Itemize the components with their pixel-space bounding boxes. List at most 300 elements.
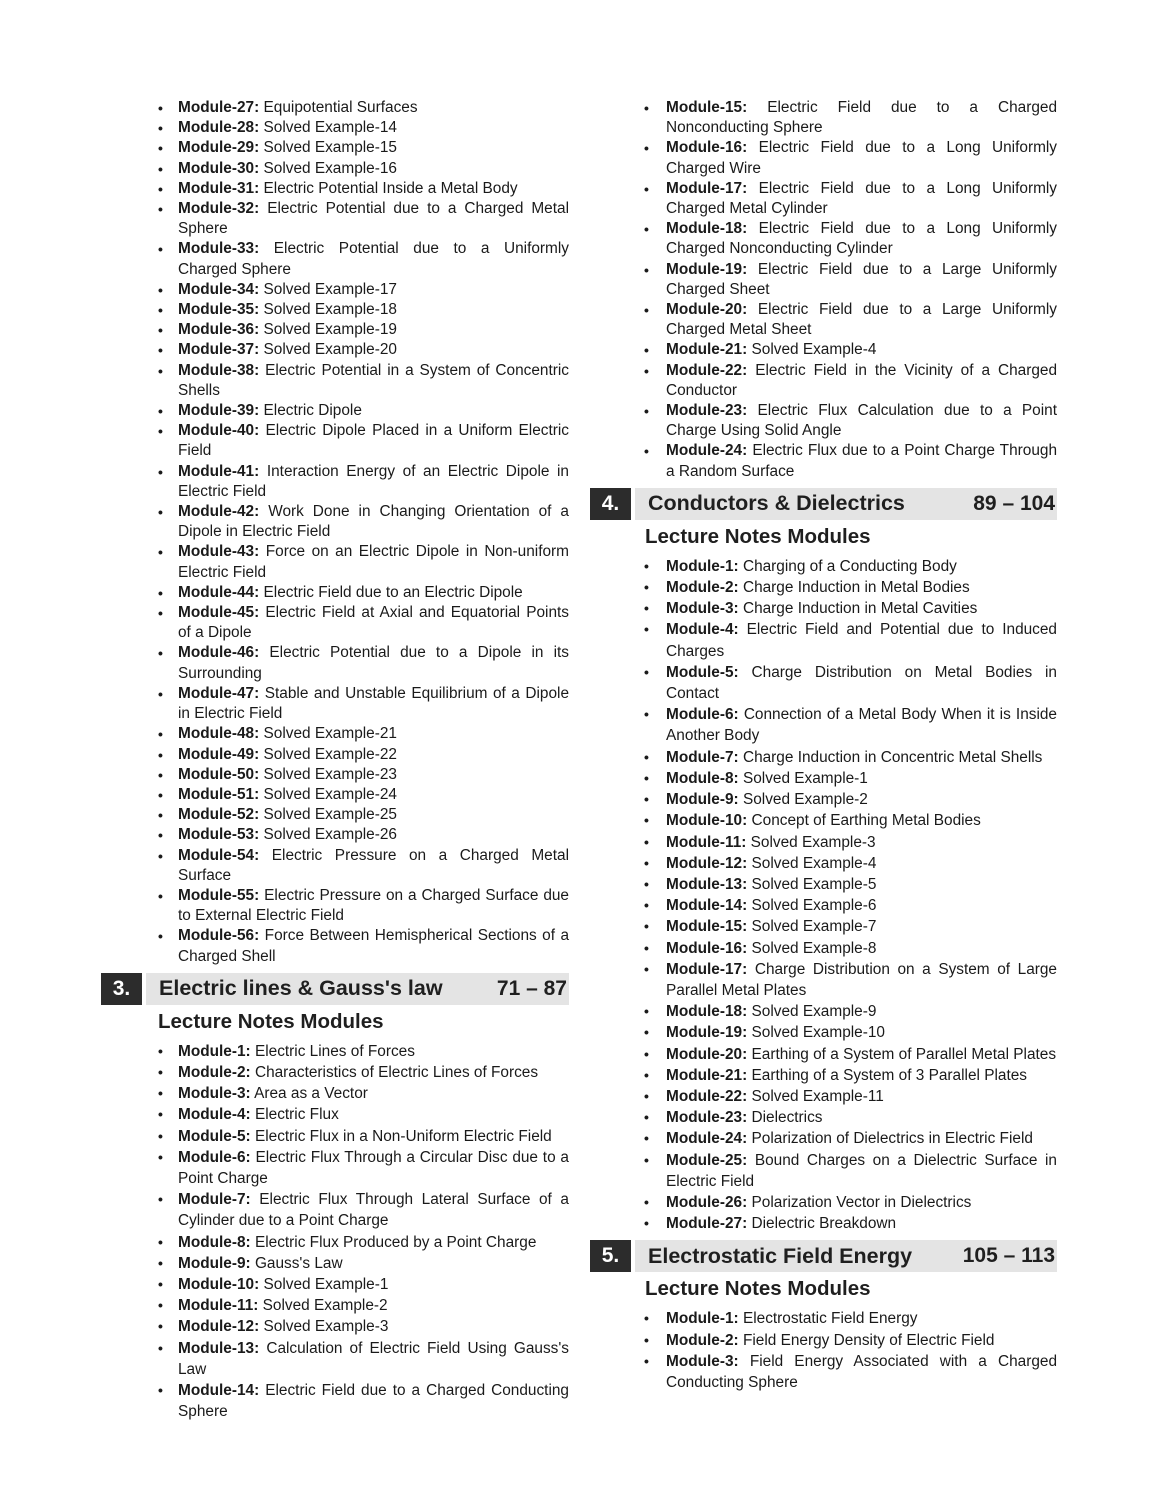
module-list-item <box>101 361 569 401</box>
module-label: Module-23: <box>666 1109 748 1127</box>
module-title: Electric Flux Calculation due to a Point Charge Using Solid Angle <box>666 402 1057 440</box>
bullet-icon: • <box>158 302 163 319</box>
chapter-5-header <box>590 1240 1057 1272</box>
module-title: Solved Example-4 <box>751 854 877 872</box>
module-title: Electric Field due to an Electric Dipole <box>263 583 523 601</box>
module-list-item <box>590 577 1057 598</box>
module-label: Module-26: <box>666 1193 748 1211</box>
bullet-icon: • <box>158 322 163 339</box>
module-title: Field Energy Density of Electric Field <box>742 1331 995 1349</box>
module-list-item <box>101 846 569 886</box>
module-list-item <box>590 556 1057 577</box>
chapter-number: 4. <box>590 488 631 520</box>
module-title: Solved Example-4 <box>751 341 877 359</box>
chapter-number: 5. <box>590 1240 631 1272</box>
module-title: Electric Field due to a Long Uniformly Charged Nonconducting Cylinder <box>666 220 1057 258</box>
module-label: Module-25: <box>666 1151 748 1169</box>
bullet-icon: • <box>644 1193 649 1210</box>
bullet-icon: • <box>158 201 163 218</box>
module-list-item <box>590 662 1057 704</box>
module-label: Module-54: <box>178 846 260 864</box>
module-title: Electric Pressure on a Charged Metal Surface <box>178 846 569 884</box>
module-title: Charge Distribution on a System of Large Parallel Metal Plates <box>666 960 1057 999</box>
bullet-icon: • <box>158 504 163 521</box>
bullet-icon: • <box>644 1130 649 1147</box>
bullet-icon: • <box>158 1381 163 1398</box>
module-label: Module-6: <box>666 706 739 724</box>
bullet-icon: • <box>644 443 649 460</box>
bullet-icon: • <box>158 746 163 763</box>
module-list-item <box>101 542 569 582</box>
module-title: Electric Dipole Placed in a Uniform Electric Field <box>178 422 569 460</box>
bullet-icon: • <box>158 463 163 480</box>
bullet-icon: • <box>158 1339 163 1356</box>
section-subheading: Lecture Notes Modules <box>645 1277 871 1301</box>
module-list-item <box>101 684 569 724</box>
module-title: Electric Flux <box>254 1106 339 1124</box>
module-label: Module-55: <box>178 886 260 904</box>
chapter-title-bar <box>146 973 569 1005</box>
module-list-item <box>590 810 1057 831</box>
bullet-icon: • <box>158 1106 163 1123</box>
module-title: Solved Example-3 <box>263 1318 389 1336</box>
module-label: Module-31: <box>178 179 260 197</box>
bullet-icon: • <box>158 1275 163 1292</box>
module-label: Module-21: <box>666 341 748 359</box>
module-list-item <box>590 1213 1057 1234</box>
module-label: Module-32: <box>178 200 260 218</box>
module-list-item <box>101 1041 569 1062</box>
module-label: Module-51: <box>178 785 260 803</box>
module-title: Force Between Hemispherical Sections of a Charged Shell <box>178 927 569 965</box>
module-title: Charge Induction in Metal Bodies <box>742 579 970 597</box>
module-title: Solved Example-6 <box>751 897 877 915</box>
module-label: Module-16: <box>666 939 748 957</box>
module-label: Module-2: <box>666 579 739 597</box>
module-title: Solved Example-18 <box>263 301 397 319</box>
module-label: Module-10: <box>178 1275 260 1293</box>
module-label: Module-7: <box>178 1191 251 1209</box>
bullet-icon: • <box>644 1087 649 1104</box>
module-title: Charge Induction in Concentric Metal Shells <box>742 748 1043 766</box>
module-list-item <box>101 502 569 542</box>
module-title: Solved Example-16 <box>263 159 397 177</box>
bullet-icon: • <box>158 766 163 783</box>
module-list-item <box>101 745 569 765</box>
module-list <box>101 1041 569 1423</box>
bullet-icon: • <box>158 120 163 137</box>
module-title: Solved Example-1 <box>263 1275 389 1293</box>
bullet-icon: • <box>644 1109 649 1126</box>
module-label: Module-1: <box>666 1310 739 1328</box>
module-label: Module-14: <box>666 897 748 915</box>
module-title: Interaction Energy of an Electric Dipole in Electric Field <box>178 462 569 500</box>
bullet-icon: • <box>158 423 163 440</box>
module-title: Stable and Unstable Equilibrium of a Dipole in Electric Field <box>178 684 570 723</box>
module-list-item <box>101 280 569 300</box>
module-list-item <box>590 938 1057 959</box>
module-label: Module-27: <box>666 1215 748 1233</box>
module-label: Module-12: <box>666 854 748 872</box>
bullet-icon: • <box>644 897 649 914</box>
module-list-item <box>590 598 1057 619</box>
bullet-icon: • <box>158 281 163 298</box>
module-title: Solved Example-19 <box>263 321 397 339</box>
module-label: Module-27: <box>178 99 260 116</box>
bullet-icon: • <box>644 302 649 319</box>
module-title: Solved Example-8 <box>751 939 877 957</box>
module-label: Module-1: <box>666 557 739 575</box>
bullet-icon: • <box>158 160 163 177</box>
module-title: Solved Example-1 <box>742 769 868 787</box>
bullet-icon: • <box>158 807 163 824</box>
bullet-icon: • <box>644 557 649 574</box>
module-list-item <box>101 765 569 785</box>
module-label: Module-39: <box>178 402 260 420</box>
module-list-item <box>590 401 1057 441</box>
bullet-icon: • <box>158 1318 163 1335</box>
module-label: Module-22: <box>666 361 748 379</box>
bullet-icon: • <box>644 579 649 596</box>
module-list-item <box>101 1104 569 1125</box>
module-list-item <box>101 1126 569 1147</box>
module-label: Module-5: <box>178 1127 251 1145</box>
module-list-item <box>101 1232 569 1253</box>
module-title: Electric Field at Axial and Equatorial Points of a Dipole <box>178 604 569 642</box>
bullet-icon: • <box>644 706 649 723</box>
bullet-icon: • <box>644 1310 649 1327</box>
bullet-icon: • <box>158 847 163 864</box>
module-list-item <box>101 1338 569 1380</box>
chapter-pages: 105 – 113 <box>962 1244 1055 1268</box>
module-title: Force on an Electric Dipole in Non-uniform Electric Field <box>178 543 569 581</box>
chapter-title: Conductors & Dielectrics <box>648 491 905 516</box>
module-label: Module-40: <box>178 422 260 440</box>
module-title: Polarization Vector in Dielectrics <box>751 1193 972 1211</box>
module-list-item <box>590 747 1057 768</box>
module-label: Module-8: <box>666 769 739 787</box>
bullet-icon: • <box>158 1063 163 1080</box>
bullet-icon: • <box>644 100 649 116</box>
left-column <box>101 98 569 1422</box>
chapter-pages: 89 – 104 <box>973 491 1055 515</box>
module-list <box>590 98 1057 482</box>
module-label: Module-37: <box>178 341 260 359</box>
module-list <box>590 556 1057 1235</box>
bullet-icon: • <box>644 960 649 977</box>
chapter-title: Electrostatic Field Energy <box>648 1243 913 1268</box>
module-list-item <box>590 768 1057 789</box>
bullet-icon: • <box>644 833 649 850</box>
module-title: Work Done in Changing Orientation of a Dipole in Electric Field <box>178 503 569 541</box>
module-list-item <box>101 583 569 603</box>
module-title: Electric Flux in a Non-Uniform Electric Field <box>254 1127 552 1145</box>
module-list-item <box>590 98 1057 138</box>
module-label: Module-29: <box>178 139 260 157</box>
module-title: Electric Potential Inside a Metal Body <box>263 179 518 197</box>
module-title: Solved Example-3 <box>750 833 876 851</box>
module-label: Module-9: <box>666 791 739 809</box>
bullet-icon: • <box>644 1045 649 1062</box>
module-title: Earthing of a System of 3 Parallel Plates <box>751 1066 1027 1084</box>
module-label: Module-23: <box>666 402 748 420</box>
bullet-icon: • <box>158 645 163 662</box>
module-label: Module-24: <box>666 442 748 460</box>
module-title: Solved Example-7 <box>751 918 877 936</box>
module-list-item <box>590 441 1057 481</box>
module-list-item <box>101 320 569 340</box>
module-list-item <box>590 832 1057 853</box>
module-label: Module-19: <box>666 1024 748 1042</box>
module-title: Electric Field due to a Large Uniformly Charged Metal Sheet <box>666 301 1057 339</box>
module-title: Dielectrics <box>751 1109 823 1127</box>
module-list-item <box>590 1308 1057 1329</box>
module-list-item <box>101 159 569 179</box>
module-title: Electric Flux due to a Point Charge Through a Random Surface <box>666 442 1058 480</box>
module-label: Module-47: <box>178 684 260 702</box>
module-label: Module-19: <box>666 260 748 278</box>
module-label: Module-10: <box>666 812 748 830</box>
module-list-item <box>590 1107 1057 1128</box>
module-list-item <box>101 1083 569 1104</box>
bullet-icon: • <box>644 1003 649 1020</box>
module-title: Electric Field due to a Charged Nonconducting Sphere <box>666 99 1058 137</box>
bullet-icon: • <box>158 584 163 601</box>
bullet-icon: • <box>644 221 649 238</box>
module-label: Module-53: <box>178 826 260 844</box>
bullet-icon: • <box>644 769 649 786</box>
module-title: Electric Flux Produced by a Point Charge <box>254 1233 537 1251</box>
module-title: Electrostatic Field Energy <box>742 1310 918 1328</box>
bullet-icon: • <box>158 362 163 379</box>
module-label: Module-56: <box>178 927 260 945</box>
module-title: Equipotential Surfaces <box>263 99 418 116</box>
module-label: Module-1: <box>178 1042 251 1060</box>
module-label: Module-43: <box>178 543 260 561</box>
bullet-icon: • <box>158 1233 163 1250</box>
bullet-icon: • <box>644 812 649 829</box>
module-label: Module-15: <box>666 99 748 116</box>
chapter-title-bar <box>635 488 1057 520</box>
bullet-icon: • <box>158 685 163 702</box>
bullet-icon: • <box>158 928 163 945</box>
bullet-icon: • <box>644 1151 649 1168</box>
module-title: Solved Example-5 <box>751 875 877 893</box>
module-list-item <box>101 724 569 744</box>
module-list-item <box>101 179 569 199</box>
module-list-item <box>590 895 1057 916</box>
module-label: Module-7: <box>666 748 739 766</box>
module-title: Electric Field due to a Large Uniformly Charged Sheet <box>666 260 1057 298</box>
module-label: Module-50: <box>178 765 260 783</box>
module-list-item <box>590 789 1057 810</box>
bullet-icon: • <box>158 100 163 116</box>
module-title: Dielectric Breakdown <box>751 1215 897 1233</box>
bullet-icon: • <box>158 1127 163 1144</box>
module-title: Electric Field due to a Charged Conducting Sphere <box>178 1381 569 1421</box>
module-title: Solved Example-11 <box>751 1087 884 1105</box>
chapter-3-header <box>101 973 569 1005</box>
module-title: Electric Potential due to a Uniformly Charged Sphere <box>178 240 569 278</box>
module-label: Module-9: <box>178 1254 251 1272</box>
bullet-icon: • <box>644 854 649 871</box>
module-list-item <box>101 118 569 138</box>
module-label: Module-8: <box>178 1233 251 1251</box>
bullet-icon: • <box>158 140 163 157</box>
chapter-number: 3. <box>101 973 142 1005</box>
module-title: Solved Example-20 <box>263 341 397 359</box>
module-title: Electric Dipole <box>263 402 362 420</box>
module-title: Electric Field due to a Long Uniformly Charged Metal Cylinder <box>666 179 1057 218</box>
module-title: Electric Field and Potential due to Induced Charges <box>666 621 1057 660</box>
module-label: Module-17: <box>666 179 748 197</box>
module-label: Module-2: <box>666 1331 739 1349</box>
bullet-icon: • <box>644 362 649 379</box>
module-list-item <box>590 874 1057 895</box>
module-list-item <box>101 825 569 845</box>
bullet-icon: • <box>644 1066 649 1083</box>
module-title: Solved Example-15 <box>263 139 397 157</box>
chapter-title: Electric lines & Gauss's law <box>159 976 443 1001</box>
bullet-icon: • <box>644 342 649 359</box>
module-title: Polarization of Dielectrics in Electric Field <box>751 1130 1033 1148</box>
module-list-item <box>101 886 569 926</box>
bullet-icon: • <box>644 1024 649 1041</box>
module-label: Module-3: <box>666 1352 739 1370</box>
module-list-item <box>101 1380 569 1422</box>
module-title: Solved Example-24 <box>263 785 397 803</box>
module-label: Module-13: <box>666 875 748 893</box>
module-label: Module-3: <box>666 600 739 618</box>
bullet-icon: • <box>158 1297 163 1314</box>
section-subheading: Lecture Notes Modules <box>158 1009 384 1033</box>
chapter-4-header <box>590 488 1057 520</box>
module-list-item <box>101 98 569 118</box>
module-list-item <box>590 340 1057 360</box>
module-list <box>590 1308 1057 1393</box>
module-list-item <box>590 1086 1057 1107</box>
bullet-icon: • <box>158 827 163 844</box>
module-label: Module-46: <box>178 644 260 662</box>
module-label: Module-20: <box>666 301 748 319</box>
module-title: Charge Induction in Metal Cavities <box>742 600 978 618</box>
module-list <box>101 98 569 967</box>
bullet-icon: • <box>644 621 649 638</box>
module-label: Module-11: <box>178 1297 259 1315</box>
module-list-item <box>101 462 569 502</box>
module-list-item <box>101 785 569 805</box>
module-list-item <box>101 643 569 683</box>
module-label: Module-12: <box>178 1318 260 1336</box>
module-title: Solved Example-2 <box>742 791 868 809</box>
module-title: Solved Example-21 <box>263 725 397 743</box>
module-label: Module-33: <box>178 240 260 258</box>
module-title: Connection of a Metal Body When it is Inside Another Body <box>666 706 1057 745</box>
module-label: Module-18: <box>666 220 748 238</box>
bullet-icon: • <box>158 342 163 359</box>
module-list-item <box>590 1192 1057 1213</box>
bullet-icon: • <box>158 1191 163 1208</box>
module-title: Gauss's Law <box>254 1254 343 1272</box>
module-title: Charge Distribution on Metal Bodies in Contact <box>666 663 1057 703</box>
module-list-item <box>590 260 1057 300</box>
chapter-title-bar <box>635 1240 1057 1272</box>
module-list-item <box>590 704 1057 746</box>
bullet-icon: • <box>158 726 163 743</box>
module-list-item <box>101 603 569 643</box>
module-title: Bound Charges on a Dielectric Surface in Electric Field <box>666 1151 1057 1190</box>
module-label: Module-45: <box>178 604 260 622</box>
module-title: Calculation of Electric Field Using Gauss's Law <box>178 1339 569 1378</box>
module-title: Earthing of a System of Parallel Metal Plates <box>751 1045 1057 1063</box>
module-title: Solved Example-2 <box>262 1297 388 1315</box>
module-list-item <box>590 1001 1057 1022</box>
bullet-icon: • <box>644 918 649 935</box>
module-label: Module-34: <box>178 280 260 298</box>
bullet-icon: • <box>158 605 163 622</box>
module-label: Module-28: <box>178 119 260 137</box>
module-title: Area as a Vector <box>254 1085 368 1103</box>
module-list-item <box>590 619 1057 661</box>
module-label: Module-44: <box>178 583 260 601</box>
module-list-item <box>590 1044 1057 1065</box>
module-label: Module-21: <box>666 1066 748 1084</box>
module-title: Electric Field due to a Long Uniformly Charged Wire <box>666 139 1057 177</box>
module-label: Module-4: <box>666 621 739 639</box>
module-title: Electric Lines of Forces <box>254 1042 415 1060</box>
module-list-item <box>101 1062 569 1083</box>
module-list-item <box>101 1147 569 1189</box>
module-title: Solved Example-23 <box>263 765 397 783</box>
bullet-icon: • <box>158 786 163 803</box>
module-title: Solved Example-9 <box>751 1003 877 1021</box>
module-label: Module-22: <box>666 1087 748 1105</box>
bullet-icon: • <box>158 241 163 258</box>
module-title: Electric Potential due to a Charged Metal Sphere <box>178 200 569 238</box>
module-label: Module-18: <box>666 1003 748 1021</box>
module-label: Module-13: <box>178 1339 260 1357</box>
bullet-icon: • <box>158 1042 163 1059</box>
bullet-icon: • <box>158 1085 163 1102</box>
module-title: Solved Example-22 <box>263 745 397 763</box>
bullet-icon: • <box>158 403 163 420</box>
module-list-item <box>101 340 569 360</box>
module-list-item <box>590 1065 1057 1086</box>
module-title: Charging of a Conducting Body <box>742 557 957 575</box>
module-list-item <box>101 1253 569 1274</box>
module-title: Solved Example-14 <box>263 119 397 137</box>
module-title: Solved Example-17 <box>263 280 397 298</box>
module-title: Solved Example-25 <box>263 806 397 824</box>
module-list-item <box>590 1022 1057 1043</box>
bullet-icon: • <box>644 1331 649 1348</box>
module-label: Module-6: <box>178 1148 251 1166</box>
module-title: Electric Potential in a System of Concentric Shells <box>178 361 569 399</box>
module-label: Module-35: <box>178 301 260 319</box>
module-list-item <box>590 853 1057 874</box>
bullet-icon: • <box>158 1254 163 1271</box>
bullet-icon: • <box>644 261 649 278</box>
module-label: Module-11: <box>666 833 747 851</box>
module-list-item <box>590 1330 1057 1351</box>
module-title: Electric Field in the Vicinity of a Charged Conductor <box>666 361 1057 399</box>
module-title: Electric Flux Through Lateral Surface of a Cylinder due to a Point Charge <box>178 1191 569 1230</box>
bullet-icon: • <box>644 875 649 892</box>
module-title: Solved Example-26 <box>263 826 397 844</box>
bullet-icon: • <box>644 939 649 956</box>
module-list-item <box>590 361 1057 401</box>
module-list-item <box>590 219 1057 259</box>
